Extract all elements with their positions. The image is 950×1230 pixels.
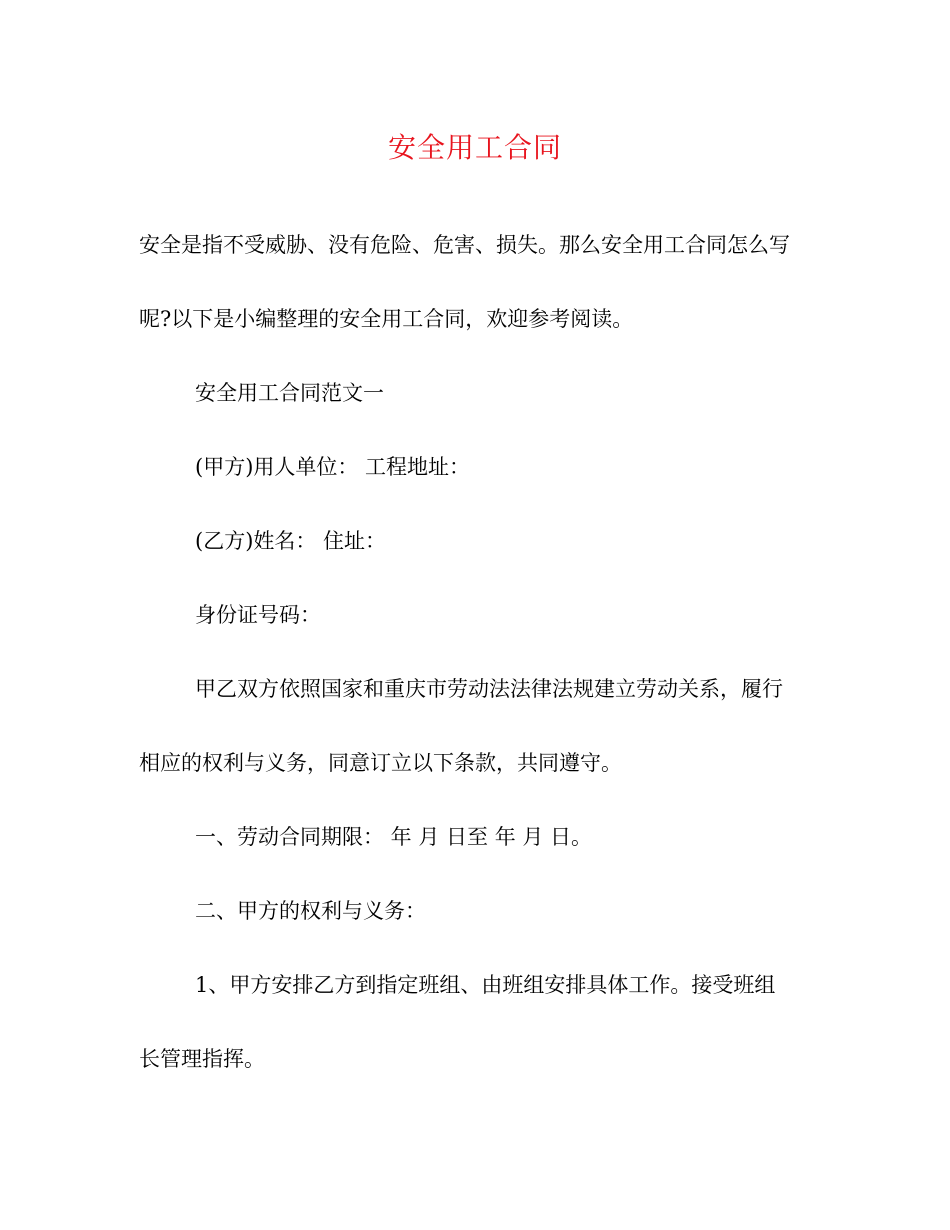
agreement-line-1: 甲乙双方依照国家和重庆市劳动法法律法规建立劳动关系，履行 <box>195 677 783 701</box>
party-a-line: (甲方)用人单位： 工程地址： <box>195 455 471 479</box>
section-heading: 安全用工合同范文一 <box>195 381 384 405</box>
clause-2: 二、甲方的权利与义务： <box>195 899 426 923</box>
document-body <box>139 208 819 1096</box>
agreement-line-2: 相应的权利与义务，同意订立以下条款，共同遵守。 <box>139 751 622 775</box>
intro-line-1: 安全是指不受威胁、没有危险、危害、损失。那么安全用工合同怎么写 <box>139 233 790 257</box>
intro-paragraph <box>139 208 819 356</box>
item-1-paragraph <box>139 948 819 1096</box>
clause-1: 一、劳动合同期限： 年 月 日至 年 月 日。 <box>195 825 593 849</box>
party-b-line: (乙方)姓名： 住址： <box>195 529 387 553</box>
item-1-line-2: 长管理指挥。 <box>139 1047 265 1071</box>
id-number-line: 身份证号码： <box>195 603 321 627</box>
agreement-paragraph <box>139 652 819 800</box>
item-1-line-1: 1、甲方安排乙方到指定班组、由班组安排具体工作。接受班组 <box>195 973 776 997</box>
intro-line-2: 呢?以下是小编整理的安全用工合同，欢迎参考阅读。 <box>139 307 634 331</box>
document-title: 安全用工合同 <box>387 131 562 164</box>
